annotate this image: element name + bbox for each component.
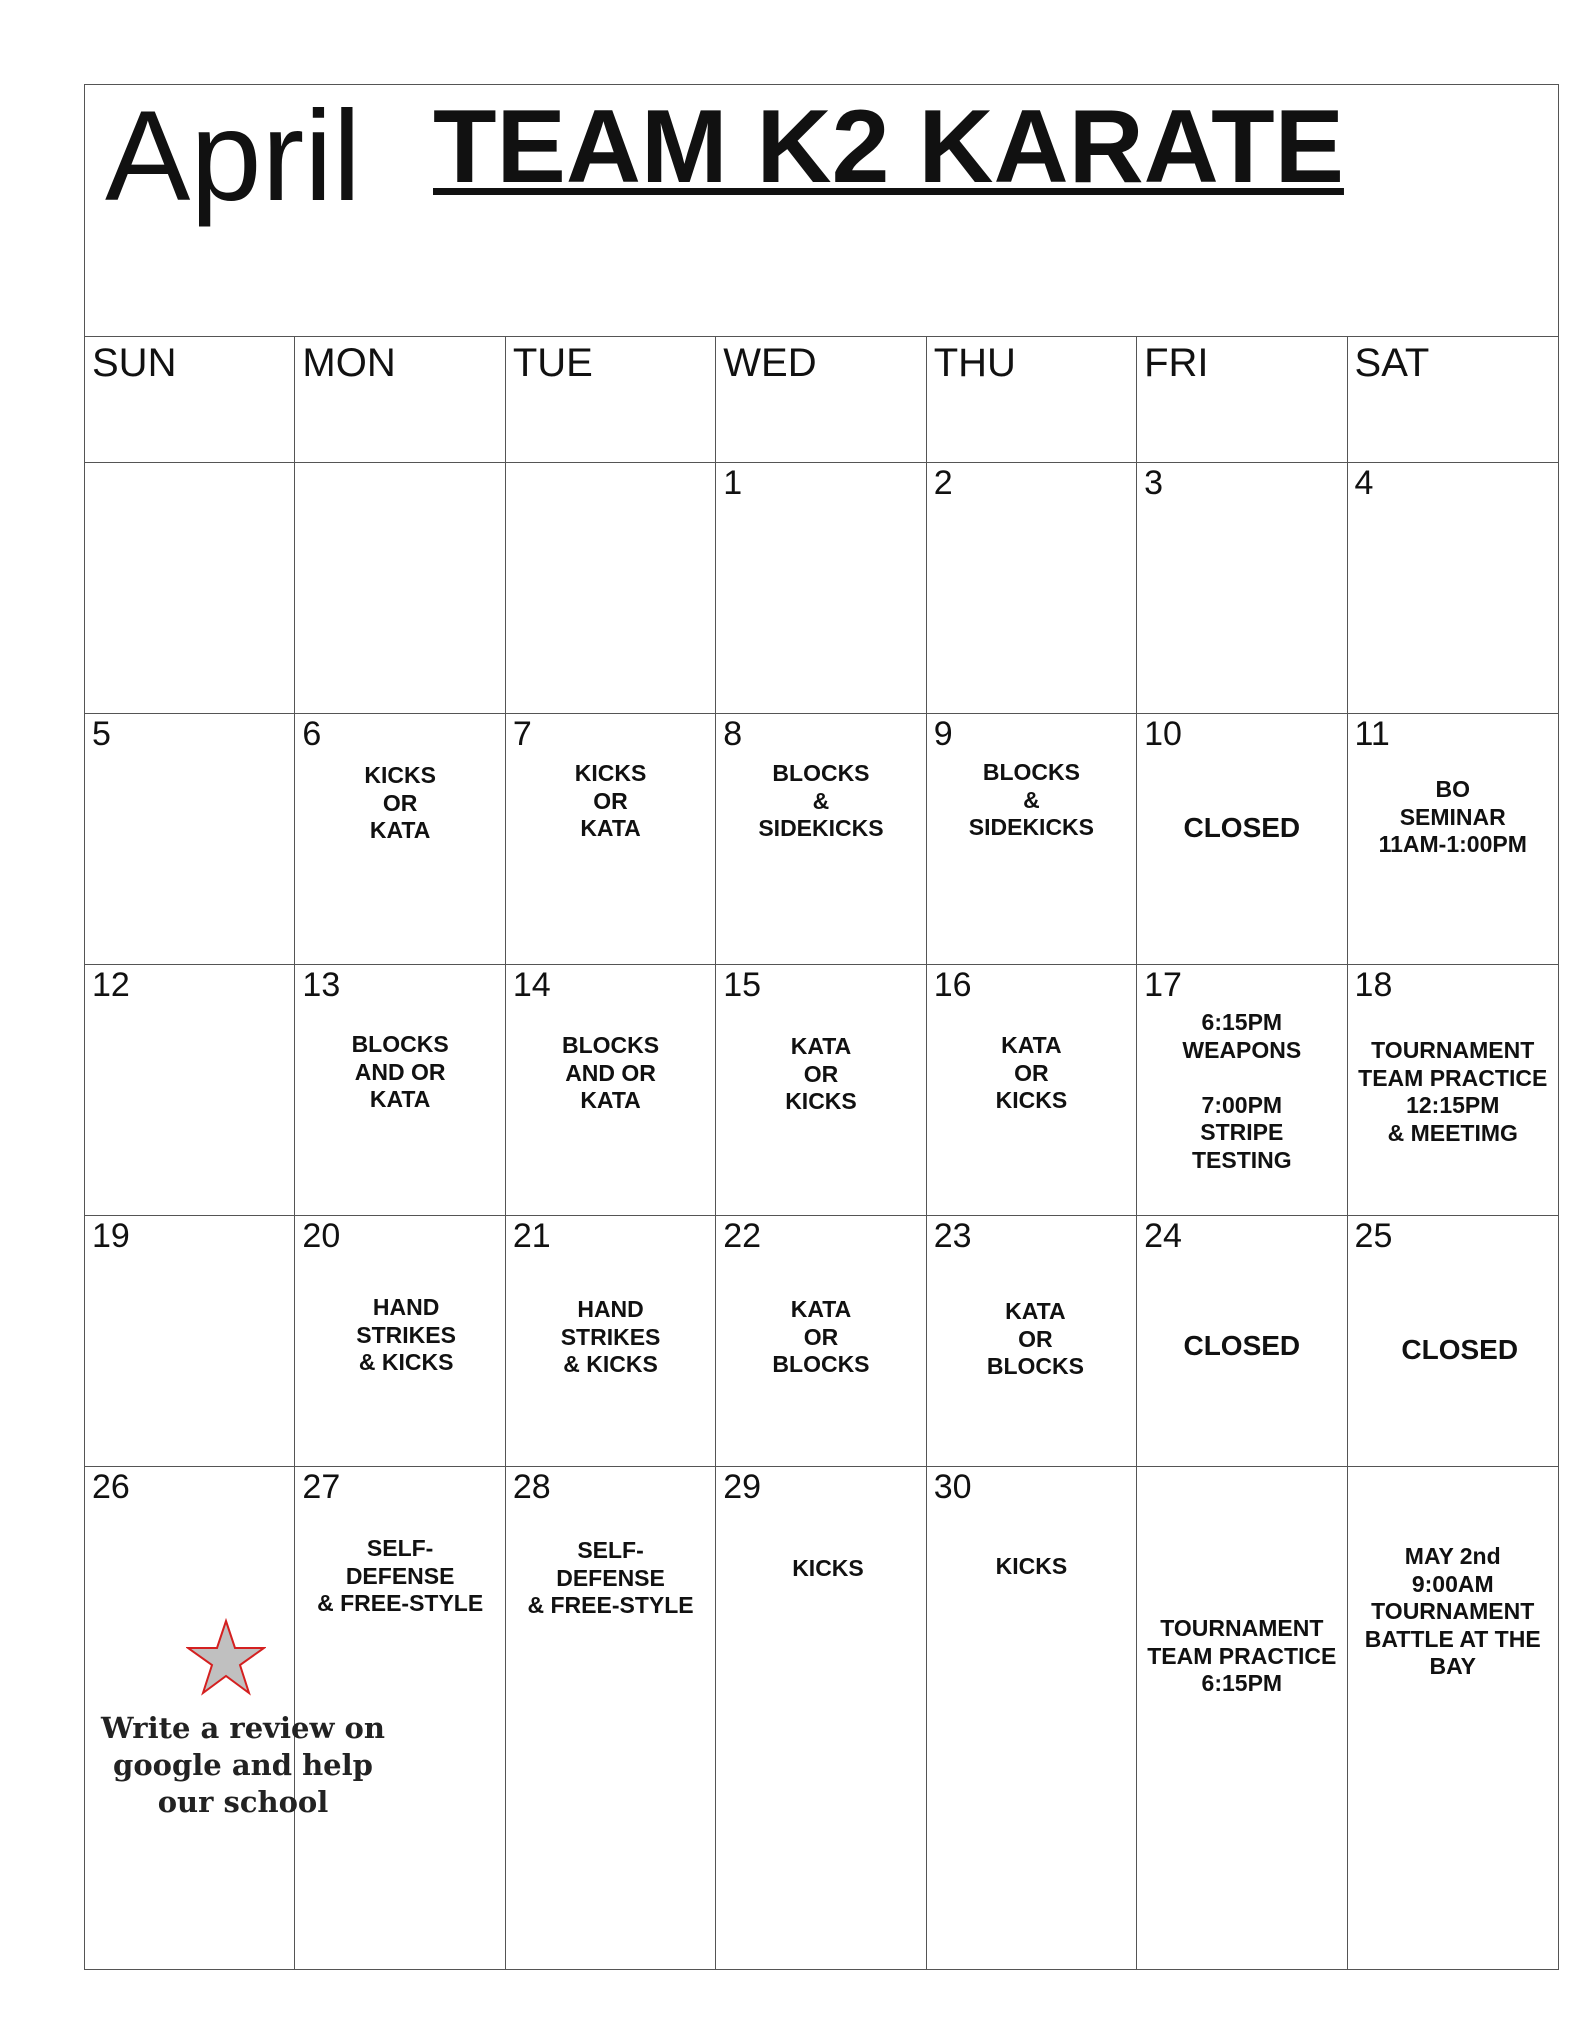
event-text: KICKS OR KATA xyxy=(364,762,436,843)
day-cell xyxy=(927,1467,1137,1969)
weekday-wed: WED xyxy=(716,337,926,462)
day-number: 8 xyxy=(723,715,743,753)
day-number: 17 xyxy=(1144,966,1182,1004)
day-number: 5 xyxy=(92,715,111,753)
day-number: 23 xyxy=(933,1217,972,1255)
day-number: 26 xyxy=(92,1468,130,1506)
day-number: 13 xyxy=(302,966,341,1004)
event-text: TOURNAMENT TEAM PRACTICE 6:15PM xyxy=(1147,1615,1337,1696)
day-cell xyxy=(1137,965,1347,1215)
day-number: 2 xyxy=(933,464,953,502)
day-number: 21 xyxy=(512,1217,551,1255)
day-number: 16 xyxy=(933,966,972,1004)
weekday-sat: SAT xyxy=(1354,341,1430,385)
day-number: 29 xyxy=(723,1468,762,1506)
event-text: KICKS xyxy=(792,1555,864,1581)
day-cell xyxy=(1348,1216,1558,1466)
day-cell xyxy=(1348,463,1558,713)
weekday-fri: FRI xyxy=(1137,337,1347,462)
review-promo xyxy=(84,1618,402,1818)
day-cell xyxy=(1137,1216,1347,1466)
event-text: KICKS OR KATA xyxy=(574,760,647,841)
day-cell xyxy=(716,714,926,964)
day-cell xyxy=(716,965,926,1215)
day-cell xyxy=(295,714,505,964)
event-text: MAY 2nd 9:00AM TOURNAMENT BATTLE AT THE BAY xyxy=(1364,1543,1541,1679)
event-text: BLOCKS & SIDEKICKS xyxy=(968,759,1095,840)
day-number: 3 xyxy=(1144,464,1164,502)
day-number: 14 xyxy=(512,966,551,1004)
day-number: 25 xyxy=(1354,1217,1393,1255)
event-text: SELF- DEFENSE & FREE-STYLE xyxy=(317,1535,484,1616)
event-text: HAND STRIKES & KICKS xyxy=(560,1296,661,1377)
day-cell xyxy=(295,965,505,1215)
event-text: BLOCKS AND OR KATA xyxy=(351,1031,449,1112)
week-row xyxy=(85,1216,1558,1467)
day-number: 6 xyxy=(302,715,322,753)
day-cell xyxy=(716,1216,926,1466)
day-cell xyxy=(85,463,295,713)
day-number: 1 xyxy=(723,464,743,502)
calendar-header xyxy=(85,85,1558,337)
event-text: BO SEMINAR 11AM-1:00PM xyxy=(1378,776,1527,857)
closed-label: CLOSED xyxy=(1183,1330,1301,1361)
day-cell xyxy=(506,965,716,1215)
day-cell xyxy=(506,714,716,964)
day-number: 11 xyxy=(1354,715,1390,753)
event-text: TOURNAMENT TEAM PRACTICE 12:15PM & MEETIMG xyxy=(1358,1037,1548,1146)
day-cell xyxy=(716,1467,926,1969)
star-shape xyxy=(188,1621,264,1693)
weekday-sun: SUN xyxy=(85,337,295,462)
event-text: KICKS xyxy=(995,1553,1068,1579)
week-row xyxy=(85,463,1558,714)
day-cell xyxy=(1348,714,1558,964)
day-number: 9 xyxy=(933,715,953,753)
day-cell xyxy=(1348,965,1558,1215)
day-cell xyxy=(85,714,295,964)
weekday-tue: TUE xyxy=(506,337,716,462)
event-text: BLOCKS AND OR KATA xyxy=(561,1032,660,1113)
day-number: 12 xyxy=(92,966,130,1004)
weekday-header-row xyxy=(85,337,1558,463)
day-cell xyxy=(716,463,926,713)
day-number: 22 xyxy=(723,1217,762,1255)
day-cell xyxy=(1137,463,1347,713)
day-number: 15 xyxy=(723,966,762,1004)
month-title: April xyxy=(105,85,362,228)
day-cell xyxy=(927,714,1137,964)
day-cell xyxy=(295,463,505,713)
day-number: 30 xyxy=(933,1468,972,1506)
day-cell xyxy=(1137,1467,1347,1969)
day-number: 10 xyxy=(1144,715,1182,753)
day-cell xyxy=(506,463,716,713)
week-row xyxy=(85,714,1558,965)
day-cell xyxy=(506,1216,716,1466)
closed-label: CLOSED xyxy=(1401,1334,1519,1365)
day-cell xyxy=(927,1216,1137,1466)
week-row xyxy=(85,965,1558,1216)
day-cell xyxy=(85,965,295,1215)
day-cell xyxy=(927,463,1137,713)
event-text: KATA OR BLOCKS xyxy=(772,1296,870,1377)
event-text: KATA OR BLOCKS xyxy=(986,1298,1084,1379)
day-number: 19 xyxy=(92,1217,130,1255)
closed-label: CLOSED xyxy=(1183,812,1301,843)
day-number: 18 xyxy=(1354,966,1393,1004)
day-number: 7 xyxy=(512,715,532,753)
review-message: Write a review on google and help our school xyxy=(101,1711,385,1819)
weekday-thu: THU xyxy=(927,337,1137,462)
day-cell xyxy=(1137,714,1347,964)
event-text: 6:15PM WEAPONS 7:00PM STRIPE TESTING xyxy=(1182,1009,1302,1173)
day-cell xyxy=(1348,1467,1558,1969)
day-number: 4 xyxy=(1354,464,1374,502)
event-text: SELF- DEFENSE & FREE-STYLE xyxy=(527,1537,694,1618)
day-cell xyxy=(295,1216,505,1466)
day-cell xyxy=(927,965,1137,1215)
day-cell xyxy=(506,1467,716,1969)
event-text: BLOCKS & SIDEKICKS xyxy=(758,760,884,841)
event-text: HAND STRIKES & KICKS xyxy=(356,1294,456,1375)
event-text: KATA OR KICKS xyxy=(995,1032,1068,1113)
event-text: KATA OR KICKS xyxy=(785,1033,857,1114)
day-cell xyxy=(85,1216,295,1466)
weekday-mon: MON xyxy=(295,337,505,462)
day-number: 28 xyxy=(512,1468,551,1506)
day-number: 27 xyxy=(302,1468,341,1506)
school-title: TEAM K2 KARATE xyxy=(433,89,1344,205)
day-number: 20 xyxy=(302,1217,341,1255)
day-number: 24 xyxy=(1144,1217,1182,1255)
star-icon xyxy=(186,1618,266,1698)
